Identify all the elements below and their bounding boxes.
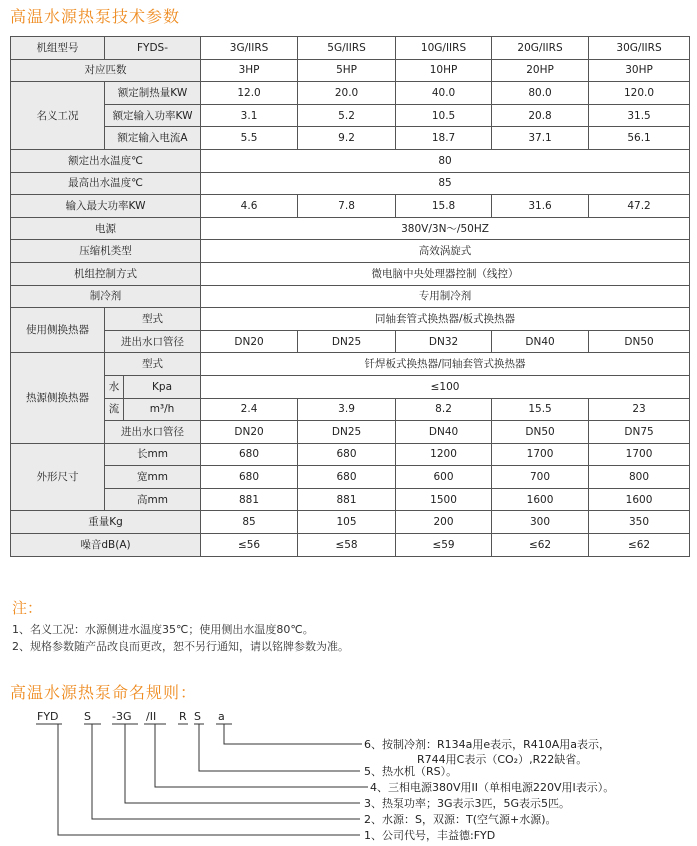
table-cell: 85 [201,511,298,534]
table-row [11,217,690,240]
table-row [11,353,690,376]
naming-desc: 2、水源：S，双源：T(空气源+水源)。 [364,813,557,826]
table-cell: 37.1 [492,127,589,150]
row-label: 机组控制方式 [11,262,201,285]
table-cell: 3.1 [201,104,298,127]
page-title: 高温水源热泵技术参数 [10,7,181,26]
row-label: 对应匹数 [11,59,201,82]
row-label: 最高出水温度℃ [11,172,201,195]
table-row [11,421,690,444]
spec-table [10,36,690,557]
row-label: 噪音dB(A) [11,534,201,557]
table-cell: 1600 [492,488,589,511]
table-cell: 40.0 [396,82,492,105]
table-row [11,240,690,263]
table-cell: ≤62 [492,534,589,557]
table-cell: ≤100 [201,375,690,398]
table-row [11,398,690,421]
table-cell: 5.5 [201,127,298,150]
naming-desc: 6、按制冷剂：R134a用e表示，R410A用a表示， [364,738,611,751]
table-row [11,127,690,150]
code-part: -3G [112,710,132,723]
row-label: 重量Kg [11,511,201,534]
row-label: 流 [105,398,124,421]
code-part: S [84,710,91,723]
table-cell: DN40 [492,330,589,353]
group-label: 名义工况 [11,82,105,150]
code-parts [37,710,225,723]
table-cell: ≤62 [589,534,690,557]
naming-desc: 4、三相电源380V用II（单相电源220V用I表示）。 [370,781,615,794]
table-row [11,443,690,466]
table-cell: 12.0 [201,82,298,105]
table-cell: 680 [298,466,396,489]
table-cell: 18.7 [396,127,492,150]
table-cell: 1700 [589,443,690,466]
table-cell: 微电脑中央处理器控制（线控） [201,262,690,285]
table-cell: 20.8 [492,104,589,127]
code-part: FYD [37,710,59,723]
table-cell: 15.5 [492,398,589,421]
table-row [11,149,690,172]
table-cell: DN50 [589,330,690,353]
row-label: 型式 [105,353,201,376]
naming-desc: 5、热水机（RS）。 [364,765,458,778]
notes-title: 注： [12,599,43,617]
row-label: 输入最大功率KW [11,195,201,218]
table-cell: 30HP [589,59,690,82]
table-row [11,82,690,105]
table-cell: 1700 [492,443,589,466]
row-label: 额定出水温度℃ [11,149,201,172]
table-cell: 4.6 [201,195,298,218]
model-cell: 3G/IIRS [201,37,298,60]
row-label: 进出水口管径 [105,330,201,353]
table-cell: 200 [396,511,492,534]
row-label: 额定输入功率KW [105,104,201,127]
table-cell: 47.2 [589,195,690,218]
table-cell: 7.8 [298,195,396,218]
model-cell: 5G/IIRS [298,37,396,60]
table-cell: 881 [298,488,396,511]
code-part: a [218,710,225,723]
table-cell: 80 [201,149,690,172]
note-line: 2、规格参数随产品改良而更改，恕不另行通知，请以铭牌参数为准。 [12,640,349,653]
table-cell: 600 [396,466,492,489]
group-label: 使用侧换热器 [11,308,105,353]
row-label: 额定制热量KW [105,82,201,105]
row-label: 高mm [105,488,201,511]
table-cell: 1600 [589,488,690,511]
table-cell: 3.9 [298,398,396,421]
row-label: 长mm [105,443,201,466]
note-line: 1、名义工况：水源侧进水温度35℃；使用侧出水温度80℃。 [12,623,314,636]
code-part: R [179,710,187,723]
table-cell: 20.0 [298,82,396,105]
naming-diagram [0,700,697,846]
table-row [11,262,690,285]
table-cell: 680 [201,466,298,489]
row-label: 型式 [105,308,201,331]
table-cell: 680 [298,443,396,466]
table-row [11,330,690,353]
model-cell: 10G/IIRS [396,37,492,60]
table-cell: 2.4 [201,398,298,421]
table-cell: 85 [201,172,690,195]
table-cell: 20HP [492,59,589,82]
table-row [11,195,690,218]
unit-label: m³/h [124,398,201,421]
table-cell: DN50 [492,421,589,444]
table-row [11,488,690,511]
table-cell: 680 [201,443,298,466]
unit-label: Kpa [124,375,201,398]
table-cell: ≤59 [396,534,492,557]
table-cell: DN20 [201,421,298,444]
code-part: S [194,710,201,723]
table-cell: 钎焊板式换热器/同轴套管式换热器 [201,353,690,376]
table-cell: DN25 [298,330,396,353]
table-cell: 15.8 [396,195,492,218]
table-cell: ≤56 [201,534,298,557]
table-cell: 120.0 [589,82,690,105]
naming-desc: R744用C表示（CO₂）,R22缺省。 [417,753,588,766]
table-cell: 80.0 [492,82,589,105]
table-cell: 350 [589,511,690,534]
table-cell: DN40 [396,421,492,444]
table-cell: 31.6 [492,195,589,218]
table-row [11,511,690,534]
table-row [11,59,690,82]
row-label: 额定输入电流A [105,127,201,150]
naming-title: 高温水源热泵命名规则： [10,683,198,702]
row-label: 宽mm [105,466,201,489]
group-label: 外形尺寸 [11,443,105,511]
table-row [11,308,690,331]
table-row [11,285,690,308]
table-cell: DN32 [396,330,492,353]
table-header-row [11,37,690,60]
naming-desc: 1、公司代号，丰益德:FYD [364,829,496,842]
table-cell: 380V/3N～/50HZ [201,217,690,240]
table-row [11,534,690,557]
table-cell: ≤58 [298,534,396,557]
model-cell: 30G/IIRS [589,37,690,60]
model-label: 机组型号 [11,37,105,60]
table-cell: DN20 [201,330,298,353]
table-cell: 10HP [396,59,492,82]
table-cell: DN25 [298,421,396,444]
row-label: 电源 [11,217,201,240]
naming-descriptions [364,737,614,842]
table-cell: 56.1 [589,127,690,150]
table-row [11,104,690,127]
table-cell: 5.2 [298,104,396,127]
table-cell: 700 [492,466,589,489]
table-cell: 881 [201,488,298,511]
row-label: 压缩机类型 [11,240,201,263]
table-cell: 高效涡旋式 [201,240,690,263]
table-cell: 31.5 [589,104,690,127]
table-cell: 8.2 [396,398,492,421]
table-row [11,172,690,195]
table-cell: 专用制冷剂 [201,285,690,308]
table-cell: DN75 [589,421,690,444]
table-cell: 800 [589,466,690,489]
table-cell: 23 [589,398,690,421]
table-cell: 9.2 [298,127,396,150]
model-cell: 20G/IIRS [492,37,589,60]
table-cell: 1500 [396,488,492,511]
row-label: 水 [105,375,124,398]
group-label: 热源侧换热器 [11,353,105,443]
table-cell: 300 [492,511,589,534]
table-cell: 10.5 [396,104,492,127]
naming-desc: 3、热泵功率；3G表示3匹，5G表示5匹。 [364,797,571,810]
leader-lines [36,724,368,835]
row-label: 进出水口管径 [105,421,201,444]
row-label: 制冷剂 [11,285,201,308]
table-row [11,375,690,398]
table-row [11,466,690,489]
model-prefix: FYDS- [105,37,201,60]
table-cell: 3HP [201,59,298,82]
table-cell: 105 [298,511,396,534]
table-cell: 5HP [298,59,396,82]
table-cell: 同轴套管式换热器/板式换热器 [201,308,690,331]
table-cell: 1200 [396,443,492,466]
code-part: /II [146,710,157,723]
